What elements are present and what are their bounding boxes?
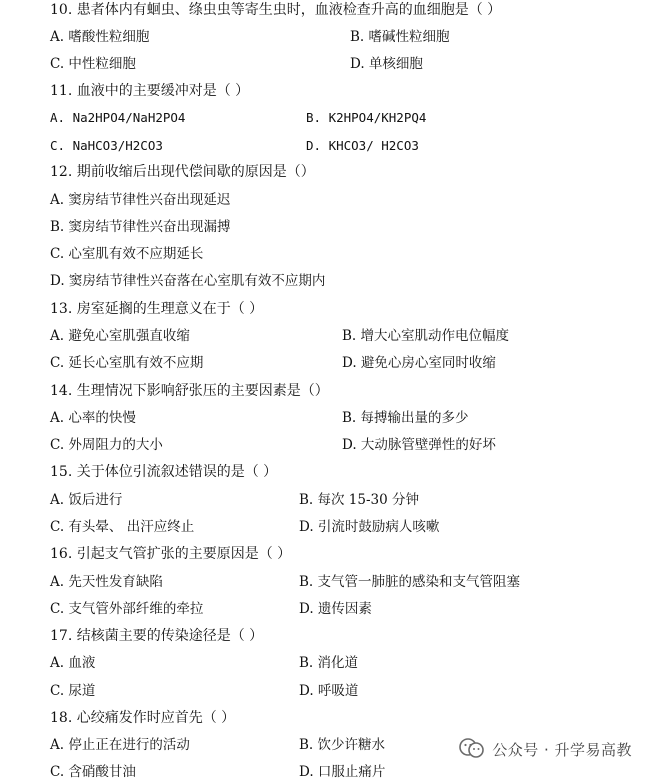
question-13-option-a: A. 避免心室肌强直收缩 (50, 328, 190, 344)
wechat-official-account-icon (458, 736, 486, 762)
question-11-option-c: C. NaHCO3/H2CO3 (50, 138, 163, 153)
question-15-option-c: C. 有头晕、 出汗应终止 (50, 519, 195, 535)
question-18-option-d: D. 口服止痛片 (299, 764, 386, 780)
question-16-option-b: B. 支气管一肺脏的感染和支气管阻塞 (299, 574, 521, 590)
question-10-option-a: A. 嗜酸性粒细胞 (50, 29, 150, 45)
question-18-option-a: A. 停止正在进行的活动 (50, 737, 190, 753)
question-17-option-b: B. 消化道 (299, 655, 359, 671)
question-17-option-a: A. 血液 (50, 655, 96, 671)
question-16-option-a: A. 先天性发育缺陷 (50, 574, 163, 590)
question-17-stem: 17. 结核菌主要的传染途径是（ ） (50, 628, 264, 644)
question-13-stem: 13. 房室延搁的生理意义在于（ ） (50, 301, 264, 317)
question-14-option-b: B. 每搏输出量的多少 (342, 410, 469, 426)
question-17-option-c: C. 尿道 (50, 683, 96, 699)
question-15-option-a: A. 饭后进行 (50, 492, 123, 508)
question-10-stem: 10. 患者体内有蛔虫、绦虫虫等寄生虫时，血液检查升高的血细胞是（ ） (50, 2, 502, 18)
question-14-option-c: C. 外周阻力的大小 (50, 437, 163, 453)
watermark-text: 公众号 · 升学易高教 (492, 740, 632, 759)
question-12-option-b: B. 窦房结节律性兴奋出现漏搏 (50, 219, 231, 235)
question-13-option-b: B. 增大心室肌动作电位幅度 (342, 328, 510, 344)
question-12-stem: 12. 期前收缩后出现代偿间歇的原因是（） (50, 164, 315, 180)
question-10-option-c: C. 中性粒细胞 (50, 56, 136, 72)
question-14-option-d: D. 大动脉管壁弹性的好坏 (342, 437, 496, 453)
question-12-option-a: A. 窦房结节律性兴奋出现延迟 (50, 192, 231, 208)
watermark (458, 736, 632, 762)
question-16-stem: 16. 引起支气管扩张的主要原因是（ ） (50, 546, 292, 562)
question-15-option-b: B. 每次 15-30 分钟 (299, 492, 420, 508)
question-17-option-d: D. 呼吸道 (299, 683, 359, 699)
question-16-option-c: C. 支气管外部纤维的牵拉 (50, 601, 204, 617)
question-18-option-b: B. 饮少许糖水 (299, 737, 386, 753)
question-11-option-b: B. K2HPO4/KH2PQ4 (306, 110, 427, 125)
question-16-option-d: D. 遗传因素 (299, 601, 372, 617)
question-15-stem: 15. 关于体位引流叙述错误的是（ ） (50, 464, 278, 480)
question-10-option-d: D. 单核细胞 (350, 56, 423, 72)
question-13-option-c: C. 延长心室肌有效不应期 (50, 355, 204, 371)
question-12-option-d: D. 窦房结节律性兴奋落在心室肌有效不应期内 (50, 273, 326, 289)
question-10-option-b: B. 嗜碱性粒细胞 (350, 29, 450, 45)
question-18-option-c: C. 含硝酸甘油 (50, 764, 136, 780)
question-11-option-a: A. Na2HPO4/NaH2PO4 (50, 110, 186, 125)
question-15-option-d: D. 引流时鼓励病人咳嗽 (299, 519, 440, 535)
question-11-stem: 11. 血液中的主要缓冲对是（ ） (50, 83, 250, 99)
question-14-option-a: A. 心率的快慢 (50, 410, 136, 426)
question-11-option-d: D. KHCO3/ H2CO3 (306, 138, 419, 153)
question-12-option-c: C. 心室肌有效不应期延长 (50, 246, 204, 262)
question-13-option-d: D. 避免心房心室同时收缩 (342, 355, 496, 371)
question-18-stem: 18. 心绞痛发作时应首先（ ） (50, 710, 236, 726)
question-14-stem: 14. 生理情况下影响舒张压的主要因素是（） (50, 383, 329, 399)
